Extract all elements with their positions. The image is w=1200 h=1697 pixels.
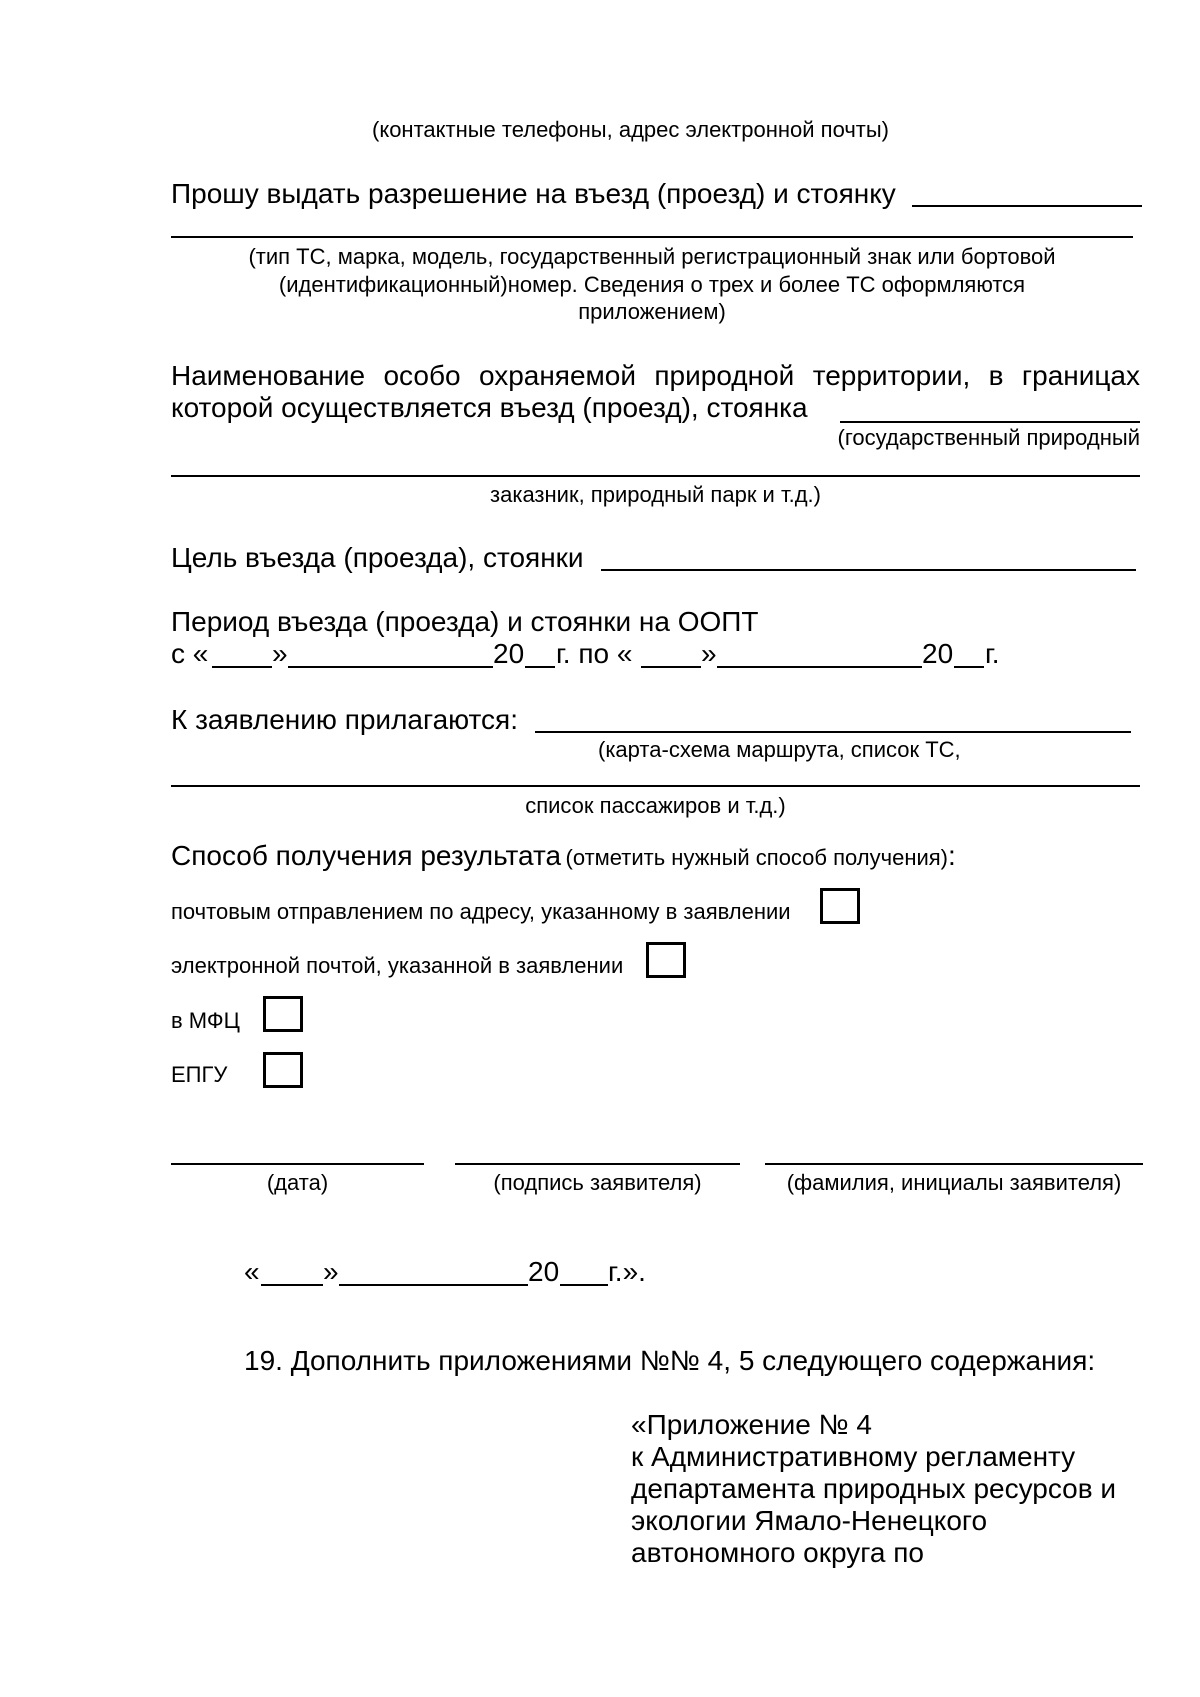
- attachments-input-line-2[interactable]: [171, 785, 1140, 787]
- period-title: Период въезда (проезда) и стоянки на ООПТ: [171, 606, 759, 637]
- date-signature-line[interactable]: [171, 1163, 424, 1165]
- closing-year-prefix: 20: [528, 1256, 560, 1287]
- delivery-option-email-checkbox[interactable]: [646, 942, 686, 978]
- delivery-option-epgu-checkbox[interactable]: [263, 1052, 303, 1088]
- signature-caption: (подпись заявителя): [493, 1170, 702, 1195]
- delivery-option-mfc-label: в МФЦ: [171, 1008, 240, 1033]
- period-year-suffix: г.: [985, 638, 1000, 669]
- applicant-name-line[interactable]: [765, 1163, 1143, 1165]
- closing-day-field[interactable]: [261, 1284, 323, 1286]
- period-from-year-field[interactable]: [525, 666, 555, 668]
- attachments-input-line-1[interactable]: [535, 731, 1131, 733]
- purpose-input-line[interactable]: [601, 569, 1136, 571]
- applicant-signature-line[interactable]: [455, 1163, 740, 1165]
- amendment-text: 19. Дополнить приложениями №№ 4, 5 следующего содержания:: [244, 1345, 1096, 1376]
- contacts-caption: (контактные телефоны, адрес электронной почты): [372, 117, 889, 142]
- appendix-line-1: «Приложение № 4: [631, 1409, 872, 1440]
- closing-month-field[interactable]: [339, 1284, 528, 1286]
- vehicle-input-line-1[interactable]: [912, 205, 1142, 207]
- period-quote-1: »: [272, 638, 288, 669]
- appendix-line-4: экологии Ямало-Ненецкого: [631, 1505, 988, 1536]
- delivery-option-post-checkbox[interactable]: [820, 888, 860, 924]
- closing-date-suffix: г.».: [608, 1256, 646, 1287]
- vehicle-caption-2: (идентификационный)номер. Сведения о трех и более ТС оформляются: [278, 272, 1026, 297]
- delivery-option-post-label: почтовым отправлением по адресу, указанному в заявлении: [171, 899, 791, 924]
- period-to-year-field[interactable]: [954, 666, 984, 668]
- appendix-line-5: автономного округа по: [631, 1537, 924, 1568]
- territory-input-line-1[interactable]: [840, 421, 1140, 423]
- attachments-label: К заявлению прилагаются:: [171, 704, 518, 735]
- delivery-option-epgu-label: ЕПГУ: [171, 1062, 228, 1087]
- delivery-colon: :: [948, 840, 956, 871]
- period-from-month-field[interactable]: [288, 666, 493, 668]
- delivery-option-email-label: электронной почтой, указанной в заявлении: [171, 953, 624, 978]
- appendix-line-2: к Административному регламенту: [631, 1441, 1076, 1472]
- delivery-hint: (отметить нужный способ получения): [565, 845, 948, 870]
- period-from-day-field[interactable]: [212, 666, 272, 668]
- attachments-caption-1: (карта-схема маршрута, список ТС,: [598, 737, 961, 762]
- vehicle-request-label: Прошу выдать разрешение на въезд (проезд) и стоянку: [171, 178, 896, 209]
- delivery-title: Способ получения результата: [171, 840, 562, 871]
- period-to-label: г. по «: [556, 638, 633, 669]
- vehicle-caption-3: приложением): [578, 299, 726, 324]
- territory-caption-1: (государственный природный: [837, 425, 1140, 450]
- delivery-heading: [171, 840, 956, 872]
- delivery-option-mfc-checkbox[interactable]: [263, 996, 303, 1032]
- purpose-label: Цель въезда (проезда), стоянки: [171, 542, 584, 573]
- territory-caption-2: заказник, природный парк и т.д.): [490, 482, 821, 507]
- date-caption: (дата): [266, 1170, 329, 1195]
- period-year-prefix-1: 20: [493, 638, 525, 669]
- closing-year-field[interactable]: [560, 1284, 608, 1286]
- closing-date-open-quote: «: [244, 1256, 260, 1287]
- closing-date-quote: »: [323, 1256, 339, 1287]
- territory-label-line-1: Наименование особо охраняемой природной территории, в границах: [171, 360, 1140, 391]
- period-to-month-field[interactable]: [717, 666, 922, 668]
- appendix-line-3: департамента природных ресурсов и: [631, 1473, 1117, 1504]
- period-to-day-field[interactable]: [641, 666, 701, 668]
- territory-input-line-2[interactable]: [171, 475, 1140, 477]
- vehicle-caption-1: (тип ТС, марка, модель, государственный регистрационный знак или бортовой: [248, 244, 1056, 269]
- period-quote-2: »: [701, 638, 717, 669]
- territory-label-line-2: которой осуществляется въезд (проезд), стоянка: [171, 392, 808, 423]
- period-from-label: с «: [171, 638, 209, 669]
- name-caption: (фамилия, инициалы заявителя): [786, 1170, 1122, 1195]
- period-year-prefix-2: 20: [922, 638, 954, 669]
- attachments-caption-2: список пассажиров и т.д.): [525, 793, 786, 818]
- vehicle-input-line-2[interactable]: [171, 236, 1133, 238]
